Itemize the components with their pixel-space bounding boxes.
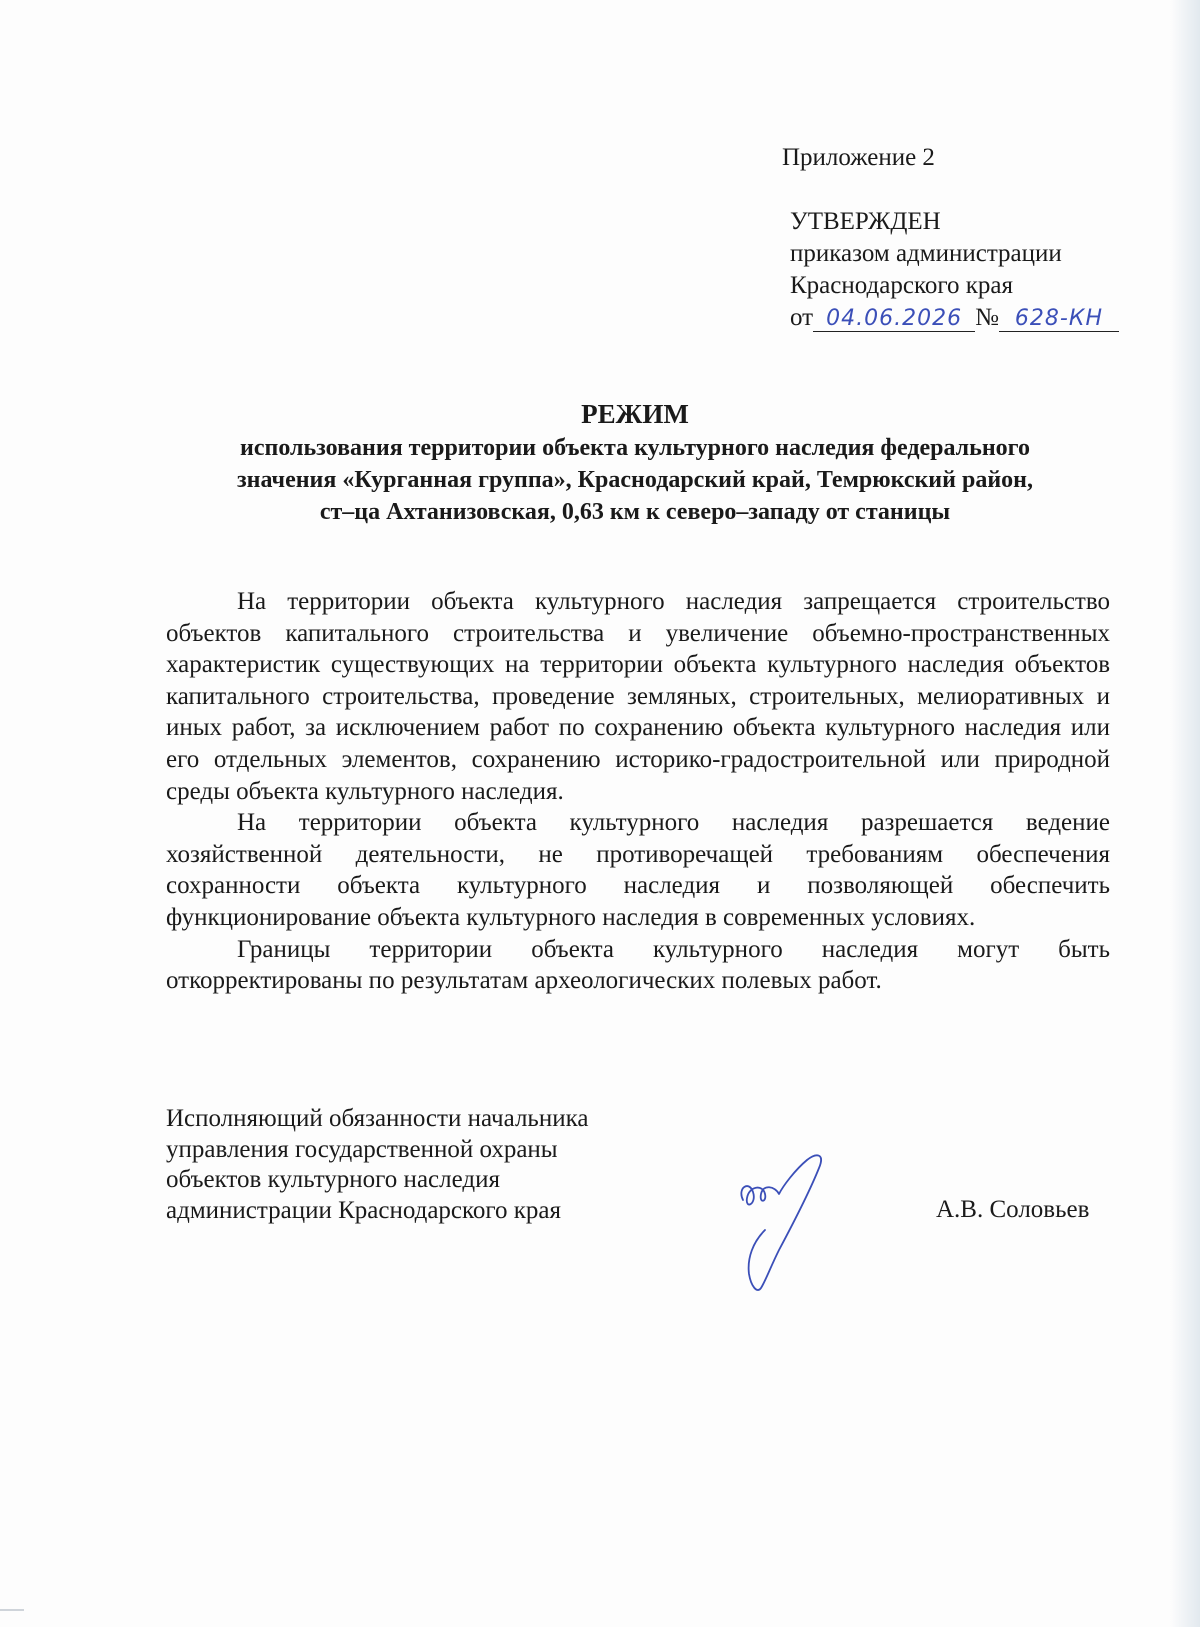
title-line-1: использования территории объекта культурного наследия федерального xyxy=(240,435,1030,461)
appendix-label: Приложение 2 xyxy=(782,144,935,171)
position-line-2: управления государственной охраны xyxy=(166,1135,558,1163)
approval-line-2: Краснодарского края xyxy=(790,272,1013,299)
paragraph-prohibitions: На территории объекта культурного наследия запрещается строительство объектов капитального строительства и увеличение объемно-пространственных характеристик существующих на территории объекта культурного наследия объектов капитального строительства, проведение земляных, строительных, мелиоративных и иных работ, за исключением работ по сохранению объекта культурного наследия или его отдельных элементов, сохранению историко-градостроительной или природной среды объекта культурного наследия. xyxy=(166,588,1110,805)
title-line-2: значения «Курганная группа», Краснодарский край, Темрюкский район, xyxy=(237,467,1033,493)
number-prefix: № xyxy=(975,304,999,331)
title-line-3: ст–ца Ахтанизовская, 0,63 км к северо–западу от станицы xyxy=(319,499,951,525)
approval-block xyxy=(790,206,1170,334)
paragraph-permissions: На территории объекта культурного наследия разрешается ведение хозяйственной деятельности, не противоречащей требованиям обеспечения сохранности объекта культурного наследия и позволяющей обеспечить функционирование объекта культурного наследия в современных условиях. xyxy=(166,809,1110,931)
title-main: РЕЖИМ xyxy=(581,399,689,429)
document-body xyxy=(166,586,1110,997)
scan-edge-shade xyxy=(1170,0,1200,1627)
position-line-4: администрации Краснодарского края xyxy=(166,1196,562,1224)
date-field xyxy=(813,306,975,332)
date-prefix: от xyxy=(790,304,814,331)
document-title xyxy=(150,396,1120,528)
handwritten-date: 04.06.2026 xyxy=(826,306,963,331)
scan-artifact xyxy=(0,1609,24,1611)
number-field xyxy=(999,306,1119,332)
signatory-name: А.В. Соловьев xyxy=(936,1196,1090,1223)
approval-status: УТВЕРЖДЕН xyxy=(790,208,941,235)
paragraph-boundaries: Границы территории объекта культурного наследия могут быть откорректированы по результатам археологических полевых работ. xyxy=(166,935,1110,995)
handwritten-number: 628-КН xyxy=(1014,306,1104,331)
approval-order-line xyxy=(790,302,1170,334)
signatory-position xyxy=(166,1104,726,1226)
handwritten-signature xyxy=(735,1150,855,1300)
position-line-3: объектов культурного наследия xyxy=(166,1166,500,1193)
position-line-1: Исполняющий обязанности начальника xyxy=(166,1105,589,1132)
approval-line-1: приказом администрации xyxy=(790,240,1062,267)
